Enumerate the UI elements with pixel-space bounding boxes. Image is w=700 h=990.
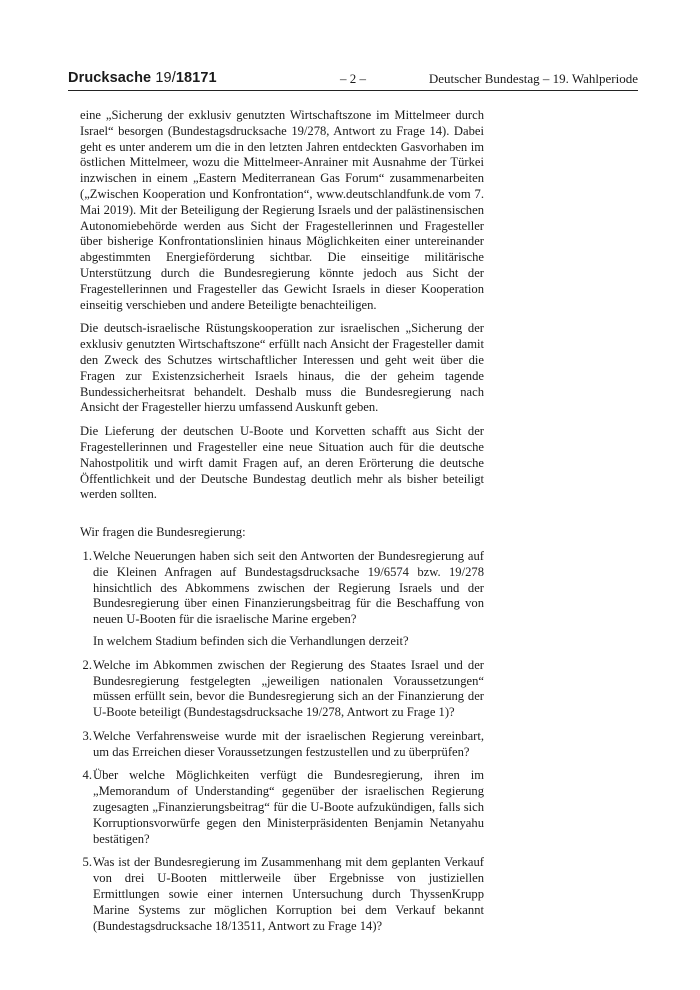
document-body [80,108,484,942]
question-item [80,729,484,761]
questions-intro: Wir fragen die Bundesregierung: [80,525,246,540]
page-number: – 2 – [340,71,366,86]
question-item [80,855,484,934]
question-text: Was ist der Bundesregierung im Zusammenhang mit dem geplanten Verkauf von drei U-Booten mittlerweile über Ergebnisse von justiziellen Ermittlungen sowie einer internen Untersuchung durch ThyssenKrupp Marine Systems zur möglichen Korruption bei dem Verkauf bekannt (Bundestagsdrucksache 18/13511, Antwort zu Frage 14)? [93,855,484,933]
body-paragraph-3: Die Lieferung der deutschen U-Boote und Korvetten schafft aus Sicht der Fragestellerinnen und Fragesteller eine neue Situation auch für die deutsche Nahostpolitik und wirft damit Fragen auf, an deren Erörterung die deutsche Öffentlichkeit und der Deutsche Bundestag deutlich mehr als bisher beteiligt werden sollten. [80,424,484,502]
question-number: 1. [82,548,92,563]
question-text: Über welche Möglichkeiten verfügt die Bundesregierung, ihren im „Memorandum of Understanding“ gegenüber der israelischen Regierung zugesagten „Finanzierungsbeitrag“ für die U-Boote aufzukündigen, falls sich Korruptionsvorwürfe gegen den Ministerpräsidenten Benjamin Netanyahu bestätigen? [93,768,484,846]
document-number-part-a: 19/ [155,70,176,86]
question-followup: In welchem Stadium befinden sich die Verhandlungen derzeit? [93,633,409,648]
body-paragraph-2: Die deutsch-israelische Rüstungskooperation zur israelischen „Sicherung der exklusiv genutzten Wirtschaftszone“ erfüllt nach Ansicht der Fragesteller damit den Zweck des Schutzes wirtschaftlicher Interessen und geht weit über die Fragen zur Existenzsicherheit Israels hinaus, die der geheim tagende Bundessicherheitsrat behandelt. Deshalb muss die Bundesregierung nach Ansicht der Fragesteller hierzu umfassend Auskunft geben. [80,321,484,415]
question-text: Welche Neuerungen haben sich seit den Antworten der Bundesregierung auf die Kleinen Anfragen auf Bundestagsdrucksache 19/6574 bzw. 19/278 hinsichtlich des Abkommens zwischen der Regierung Israels und der Bundesregierung über einen Finanzierungsbeitrag für die Beschaffung von neuen U-Booten für die israelische Marine ergeben? [93,548,484,627]
question-item [80,549,484,650]
legislative-period: Deutscher Bundestag – 19. Wahlperiode [428,71,638,86]
question-number: 3. [82,728,92,743]
question-number: 4. [82,768,92,783]
body-paragraph-1: eine „Sicherung der exklusiv genutzten Wirtschaftszone im Mittelmeer durch Israel“ besorgen (Bundestagsdrucksache 19/278, Antwort zu Frage 14). Dabei geht es unter anderem um die in den letzten Jahren entdeckten Gasvorhaben im östlichen Mittelmeer, wozu die Mittelmeer-Anrainer mit Ausnahme der Türkei inzwischen in einem „Eastern Mediterranean Gas Forum“ zusammenarbeiten („Zwischen Kooperation und Konfrontation“, www.deutschlandfunk.de vom 7. Mai 2019). Mit der Beteiligung der Regierung Israels und der palästinensischen Autonomiebehörde werden aus Sicht der Fragestellerinnen und Fragesteller über bisherige Konfrontationslinien hinaus Möglichkeiten einer untereinander abgestimmten Energieförderung sichtbar. Die einseitige militärische Unterstützung durch die Bundesregierung könnte jedoch aus Sicht der Fragestellerinnen und Fragesteller das Gewicht Israels in dieser Kooperation einseitig verschieben und andere Beteiligte benachteiligen. [80,108,484,312]
document-number-part-b: 18171 [175,70,217,86]
document-prefix: Drucksache [68,70,152,86]
question-number: 2. [82,657,92,672]
document-number [155,70,216,86]
document-id [68,70,217,86]
question-number: 5. [82,855,92,870]
question-item [80,768,484,847]
question-item [80,658,484,721]
question-text: Welche Verfahrensweise wurde mit der israelischen Regierung vereinbart, um das Erreichen dieser Voraussetzungen festzustellen und zu überprüfen? [93,728,484,759]
question-text: Welche im Abkommen zwischen der Regierung des Staates Israel und der Bundesregierung festgelegten „jeweiligen nationalen Voraussetzungen“ müssen erfüllt sein, bevor die Bundesregierung sich an der Finanzierung der U-Boote beteiligt (Bundestagsdrucksache 19/278, Antwort zu Frage 1)? [93,657,484,720]
question-list [80,549,484,935]
page-header [68,70,638,91]
